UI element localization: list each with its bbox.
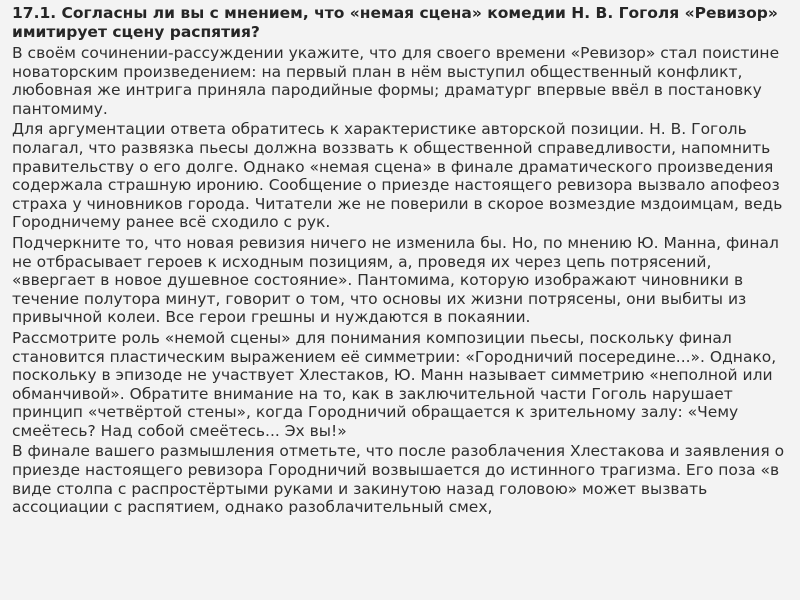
paragraph-author-position: Для аргументации ответа обратитесь к характеристике авторской позиции. Н. В. Гоголь полагал, что развязка пьесы должна воззвать к общественной справедливости, напомнить правительству о его долге. Однако «немая сцена» в финале драматического произведения содержала страшную иронию. Сообщение о приезде настоящего ревизора вызвало апофеоз страха у чиновников города. Читатели же не поверили в скорое возмездие мздоимцам, ведь Городничему ранее всё сходило с рук. <box>12 120 783 232</box>
paragraph-innovation: В своём сочинении-рассуждении укажите, что для своего времени «Ревизор» стал поистине новаторским произведением: на первый план в нём выступил общественный конфликт, любовная же интрига приняла пародийные формы; драматург впервые ввёл в постановку пантомиму. <box>12 44 780 118</box>
paragraph-new-revision: Подчеркните то, что новая ревизия ничего не изменила бы. Но, по мнению Ю. Манна, финал не отбрасывает героев к исходным позициям, а, проведя их через цепь потрясений, «ввергает в новое душевное состояние». Пантомима, которую изображают чиновники в течение полутора минут, говорит о том, что основы их жизни потрясены, они выбиты из привычной колеи. Все герои грешны и нуждаются в покаянии. <box>12 233 779 327</box>
paragraph-composition: Рассмотрите роль «немой сцены» для понимания композиции пьесы, поскольку финал становится пластическим выражением её симметрии: «Городничий посередине...». Однако, поскольку в эпизоде не участвует Хлестаков, Ю. Манн называет симметрию «неполной или обманчивой». Обратите внимание на то, как в заключительной части Гоголь нарушает принцип «четвёртой стены», когда Городничий обращается к зрительному залу: «Чему смеётесь? Над собой смеётесь... Эх вы!» <box>12 328 777 440</box>
question-title: 17.1. Согласны ли вы с мнением, что «немая сцена» комедии Н. В. Гоголя «Ревизор» имитирует сцену распятия? <box>12 4 778 41</box>
paragraph-conclusion: В финале вашего размышления отметьте, что после разоблачения Хлестакова и заявления о приезде настоящего ревизора Городничий возвышается до истинного трагизма. Его поза «в виде столпа с распростёртыми руками и закинутою назад головою» может вызвать ассоциации с распятием, однако разоблачительный смех, <box>12 442 785 517</box>
